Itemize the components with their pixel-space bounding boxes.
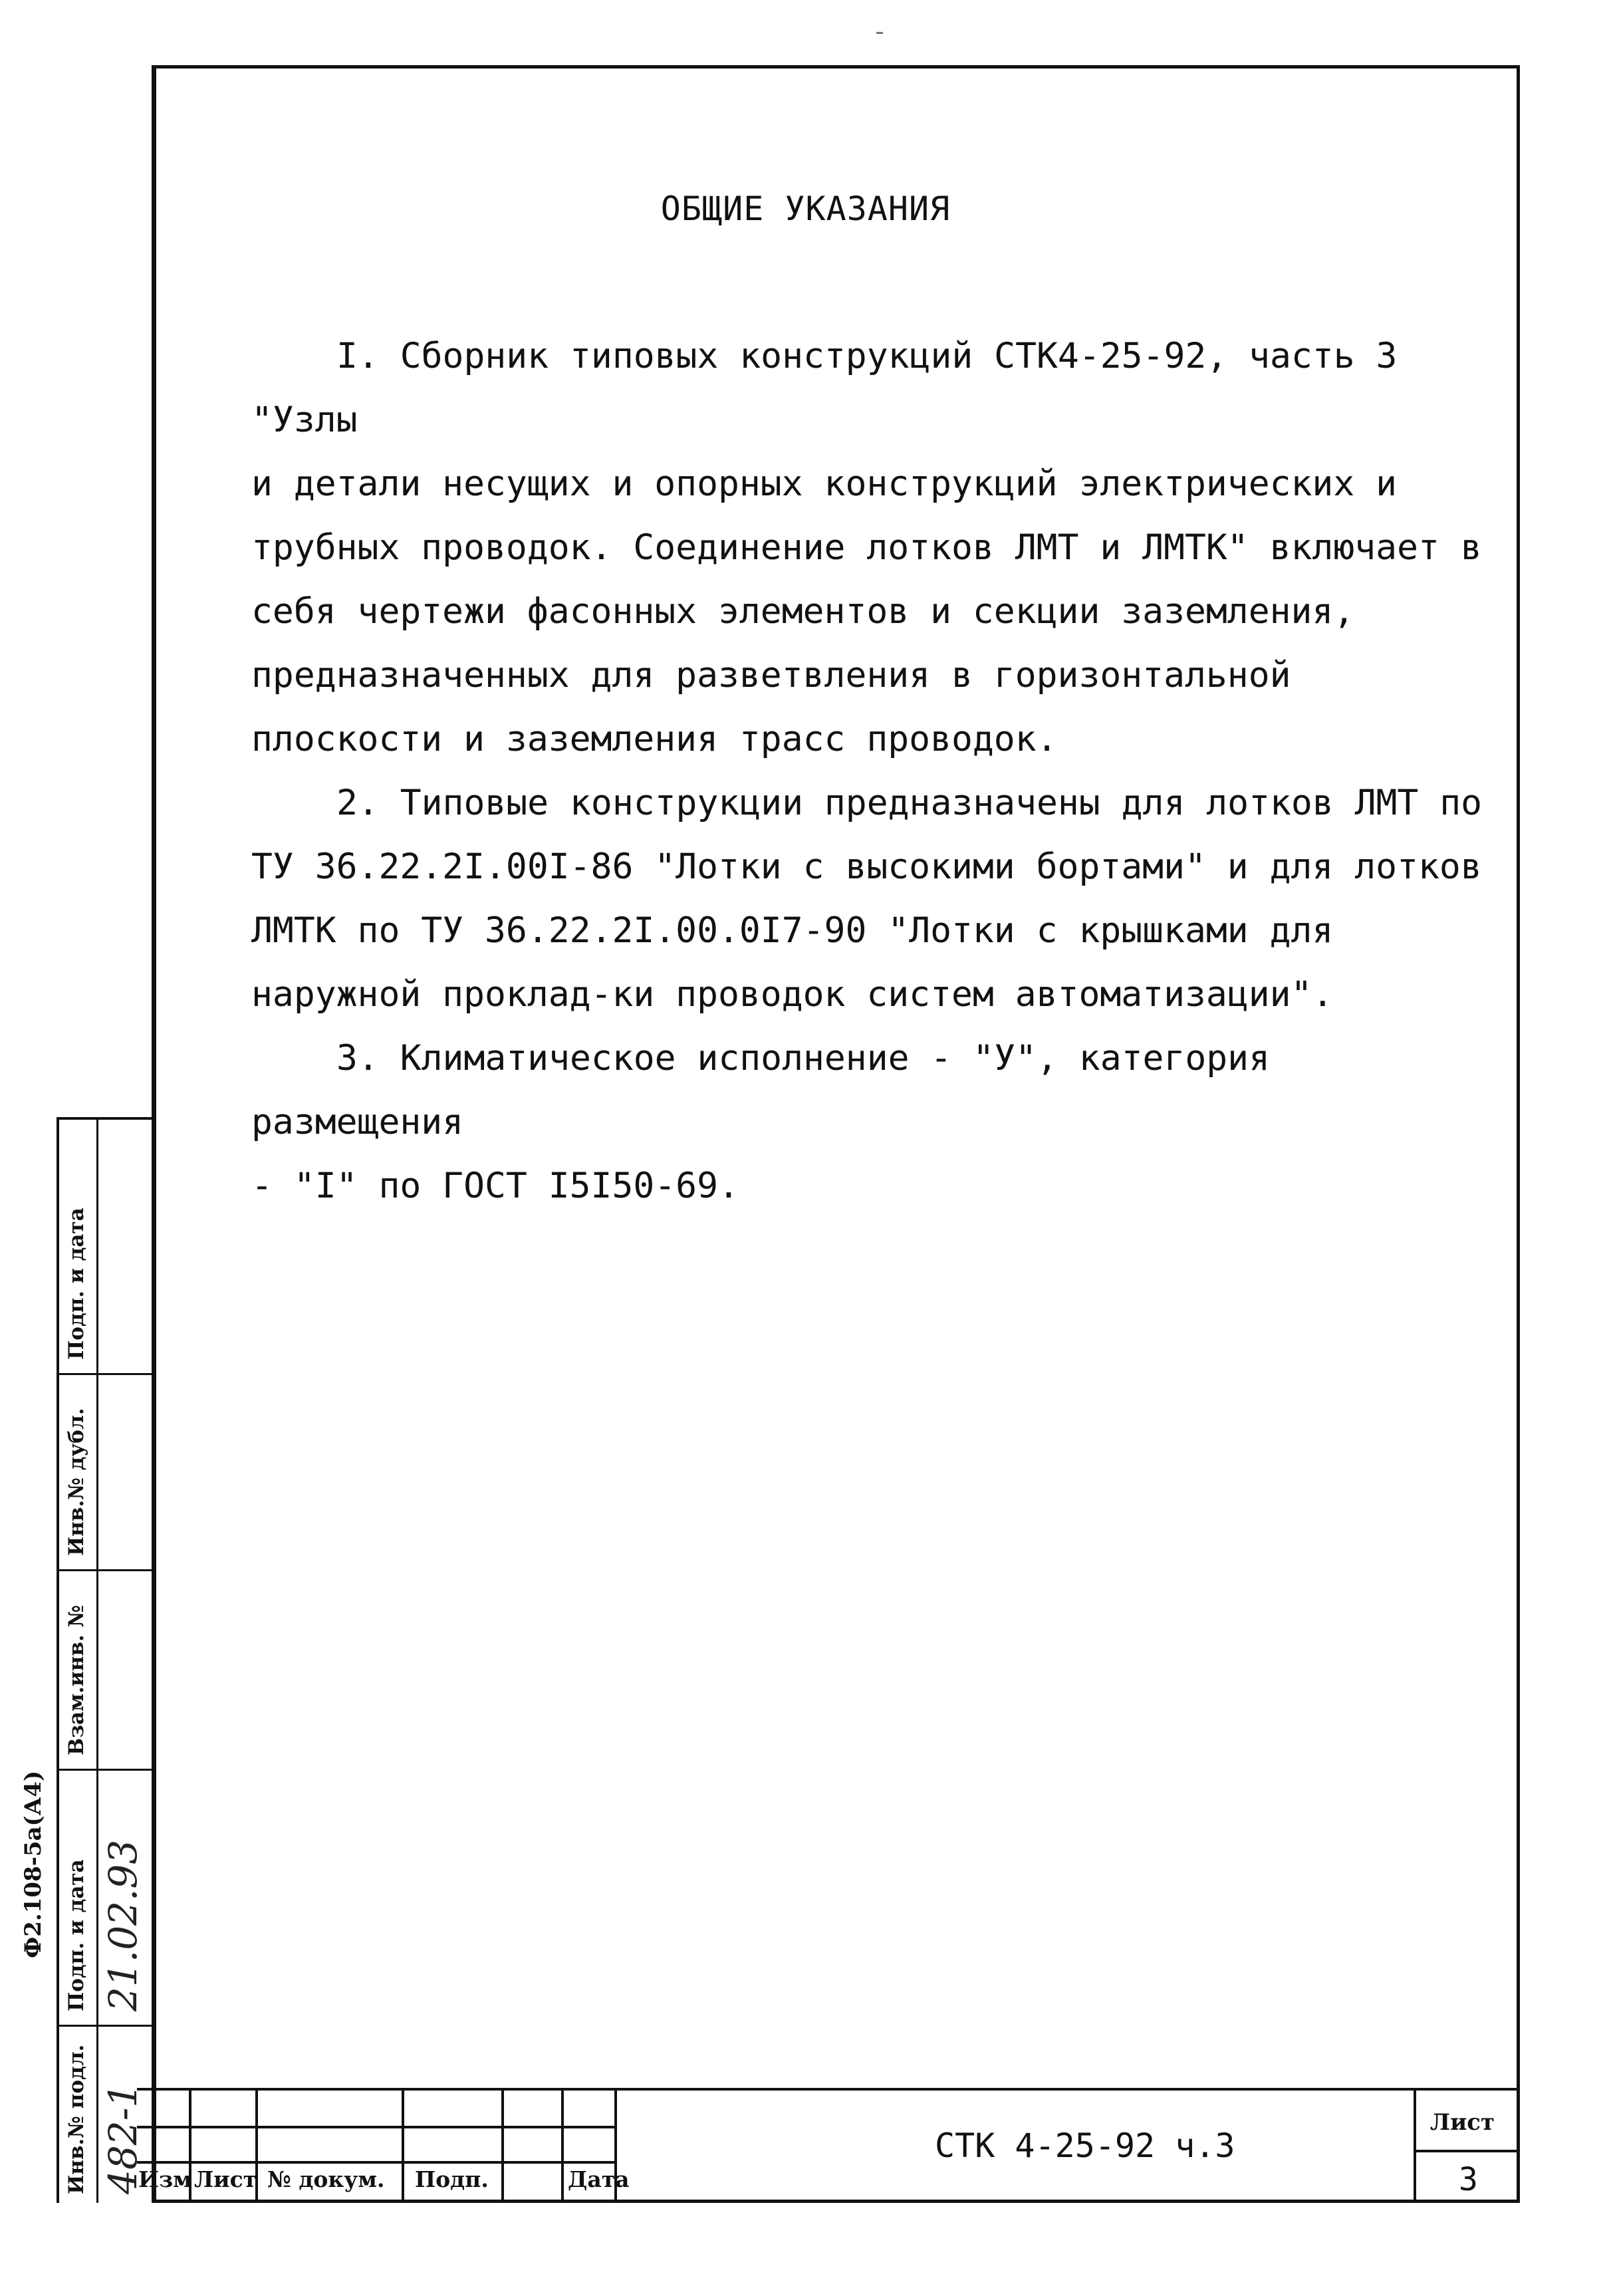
stamp-divider	[57, 1373, 152, 1375]
paragraph-1-rest: и детали несущих и опорных конструкций электрических и трубных проводок. Соединение лотков ЛМТ и ЛМТК" включает в себя чертежи фасонных элементов и секции заземления, предназначенных для разветвления в горизонтальной плоскости и заземления трасс проводок.	[251, 463, 1482, 759]
title-block	[137, 2088, 1520, 2203]
title-block-top-line	[137, 2088, 1520, 2091]
stamp-outer-line	[57, 1117, 59, 2203]
stamp-divider	[57, 2025, 152, 2027]
title-block-col-line	[561, 2088, 564, 2203]
title-block-col-line	[1414, 2088, 1416, 2203]
paragraph-1-first: I. Сборник типовых конструкций СТК4-25-92, часть 3 "Узлы	[251, 336, 1398, 440]
sheet-number: 3	[1459, 2161, 1478, 2198]
stamp-divider	[57, 1769, 152, 1771]
header-signature: Подп.	[415, 2166, 489, 2192]
paragraph-3-first: 3. Климатическое исполнение - "У", категория размещения	[251, 1038, 1270, 1142]
title-block-col-line	[501, 2088, 504, 2203]
body-text	[251, 324, 1488, 1218]
header-list: Лист	[194, 2166, 257, 2192]
title-block-row-line	[137, 2126, 616, 2128]
stamp-label-vzam-inv: Взам.инв. №	[64, 1604, 88, 1755]
title-block-col-line	[402, 2088, 404, 2203]
handwritten-date: 21.02.93	[100, 1839, 146, 2011]
stamp-label-podp-data-2: Подп. и дата	[64, 1208, 88, 1360]
handwritten-inventory-number: 482-1	[100, 2083, 146, 2194]
sheet-label: Лист	[1430, 2109, 1495, 2136]
document-code: СТК 4-25-92 ч.3	[935, 2126, 1235, 2165]
title-block-row-line	[137, 2161, 616, 2164]
format-label: Ф2.108-5а(А4)	[20, 1770, 47, 1958]
stamp-top-line	[57, 1117, 152, 1120]
stamp-divider	[57, 1569, 152, 1571]
paragraph-2-rest: ТУ 36.22.2I.00I-86 "Лотки с высокими бортами" и для лотков ЛМТК по ТУ 36.22.2I.00.0I7-90 "Лотки с крышками для наружной проклад-ки проводок систем автоматизации".	[251, 846, 1482, 1015]
header-izm: Изм	[138, 2166, 192, 2192]
paragraph-2-first: 2. Типовые конструкции предназначены для лотков ЛМТ по	[336, 783, 1483, 823]
header-doc-number: № докум.	[267, 2166, 385, 2192]
stamp-label-inv-dubl: Инв.№ дубл.	[64, 1408, 88, 1556]
scan-mark	[876, 32, 883, 34]
side-stamp	[57, 1117, 152, 2203]
header-date: Дата	[568, 2166, 630, 2192]
paragraph-3-rest: - "I" по ГОСТ I5I50-69.	[251, 1166, 739, 1206]
stamp-label-podp-data: Подп. и дата	[64, 1859, 88, 2011]
stamp-inner-line	[96, 1117, 98, 2203]
stamp-label-inv-podl: Инв.№ подл.	[64, 2044, 88, 2194]
page-title: ОБЩИЕ УКАЗАНИЯ	[660, 190, 951, 228]
title-block-sheet-line	[1414, 2150, 1520, 2152]
